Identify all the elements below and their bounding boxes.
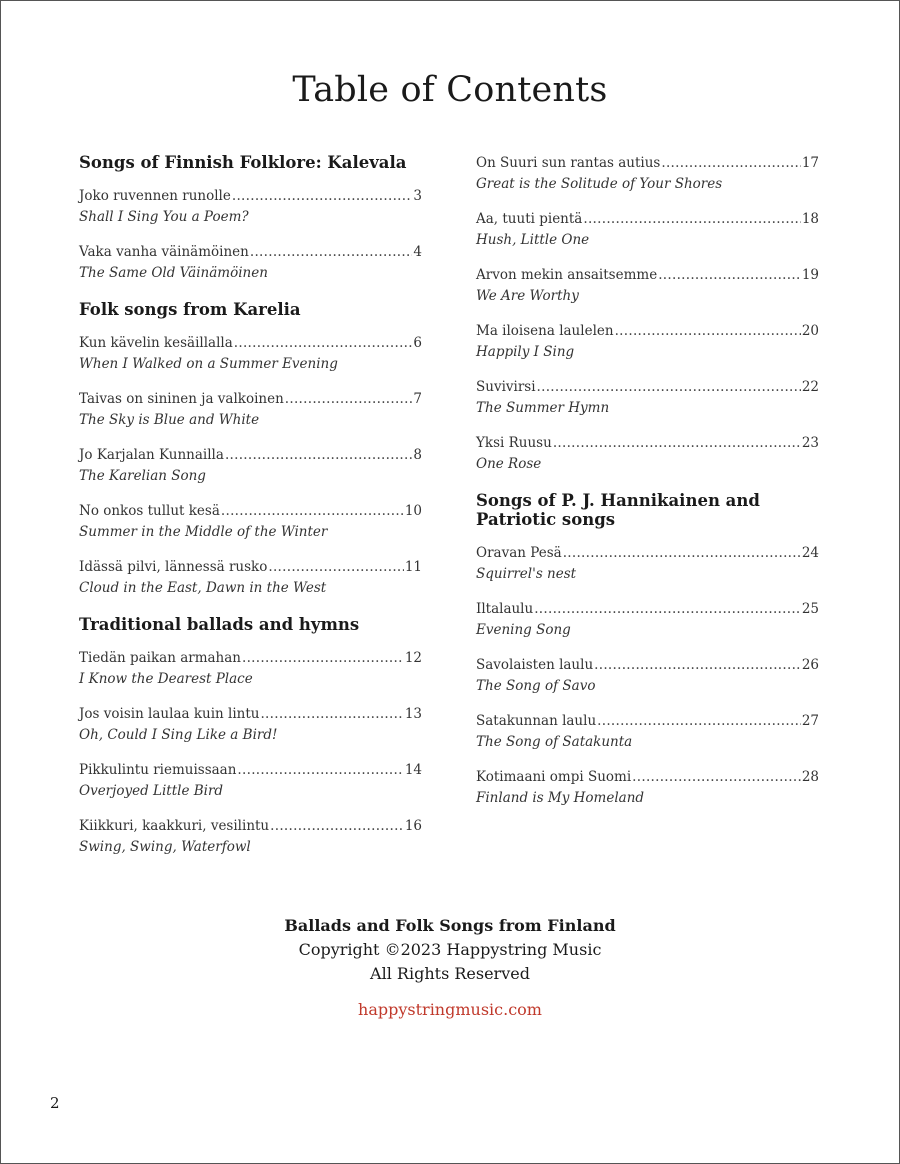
toc-entry-line	[476, 767, 819, 788]
song-title: Yksi Ruusu	[476, 435, 552, 451]
dot-leader	[597, 711, 801, 732]
song-title: Savolaisten laulu	[476, 657, 594, 673]
toc-entry[interactable]	[79, 760, 422, 802]
page-ref: 11	[404, 559, 422, 575]
toc-left-column	[79, 153, 422, 872]
toc-entry[interactable]	[79, 186, 422, 228]
toc-entry[interactable]	[79, 445, 422, 487]
english-title: Hush, Little One	[476, 232, 590, 248]
page-ref: 10	[404, 503, 422, 519]
toc-entry-line	[79, 816, 422, 837]
toc-entry-line	[476, 599, 819, 620]
toc-entry-line	[476, 711, 819, 732]
song-title: Aa, tuuti pientä	[476, 211, 583, 227]
toc-entry[interactable]	[476, 655, 819, 697]
song-title: Oravan Pesä	[476, 545, 562, 561]
toc-entry[interactable]	[476, 711, 819, 753]
toc-entry-line	[79, 501, 422, 522]
dot-leader	[615, 321, 801, 342]
toc-entry[interactable]	[79, 557, 422, 599]
toc-entry-line	[79, 557, 422, 578]
page-ref: 19	[801, 267, 819, 283]
song-title: Jos voisin laulaa kuin lintu	[79, 706, 260, 722]
toc-right-column	[476, 153, 819, 823]
page-ref: 18	[801, 211, 819, 227]
song-title: Joko ruvennen runolle	[79, 188, 231, 204]
section-heading: Traditional ballads and hymns	[79, 615, 360, 634]
song-title: Tiedän paikan armahan	[79, 650, 241, 666]
toc-entry[interactable]	[79, 704, 422, 746]
page-ref: 20	[801, 323, 819, 339]
english-title: Oh, Could I Sing Like a Bird!	[79, 727, 278, 743]
song-title: Suvivirsi	[476, 379, 536, 395]
toc-entry[interactable]	[476, 209, 819, 251]
page-ref: 12	[404, 650, 422, 666]
dot-leader	[237, 760, 403, 781]
english-title: Great is the Solitude of Your Shores	[476, 176, 723, 192]
song-title: Kiikkuri, kaakkuri, vesilintu	[79, 818, 270, 834]
song-title: Kun kävelin kesäillalla	[79, 335, 233, 351]
song-title: Iltalaulu	[476, 601, 534, 617]
dot-leader	[268, 557, 403, 578]
toc-entry-line	[79, 704, 422, 725]
dot-leader	[250, 242, 413, 263]
toc-entry[interactable]	[79, 816, 422, 858]
page-title: Table of Contents	[292, 70, 608, 110]
dot-leader	[221, 501, 404, 522]
page-ref: 16	[404, 818, 422, 834]
song-title: Vaka vanha väinämöinen	[79, 244, 249, 260]
page-ref: 13	[404, 706, 422, 722]
toc-entry[interactable]	[476, 767, 819, 809]
toc-entry-line	[79, 333, 422, 354]
toc-entry-line	[79, 760, 422, 781]
toc-entry-line	[476, 209, 819, 230]
toc-entry-line	[476, 265, 819, 286]
song-title: Satakunnan laulu	[476, 713, 597, 729]
dot-leader	[553, 433, 801, 454]
dot-leader	[225, 445, 412, 466]
page-ref: 7	[413, 391, 422, 407]
dot-leader	[534, 599, 801, 620]
english-title: The Karelian Song	[79, 468, 206, 484]
toc-entry[interactable]	[79, 242, 422, 284]
song-title: Taivas on sininen ja valkoinen	[79, 391, 284, 407]
rights-line: All Rights Reserved	[370, 964, 530, 983]
page-ref: 6	[413, 335, 422, 351]
toc-entry[interactable]	[476, 265, 819, 307]
english-title: Summer in the Middle of the Winter	[79, 524, 328, 540]
page-ref: 24	[801, 545, 819, 561]
copyright-footer	[0, 914, 900, 1022]
page-ref: 23	[801, 435, 819, 451]
english-title: The Summer Hymn	[476, 400, 610, 416]
dot-leader	[270, 816, 404, 837]
page-ref: 17	[801, 155, 819, 171]
dot-leader	[242, 648, 404, 669]
toc-entry[interactable]	[476, 321, 819, 363]
toc-entry-line	[79, 648, 422, 669]
page-number: 2	[50, 1094, 60, 1112]
toc-entry-line	[476, 655, 819, 676]
toc-entry[interactable]	[79, 333, 422, 375]
english-title: Squirrel's nest	[476, 566, 577, 582]
section-heading: Songs of Finnish Folklore: Kalevala	[79, 153, 407, 172]
toc-entry[interactable]	[476, 153, 819, 195]
dot-leader	[632, 767, 801, 788]
english-title: Finland is My Homeland	[476, 790, 645, 806]
toc-entry[interactable]	[476, 433, 819, 475]
toc-entry-line	[476, 153, 819, 174]
english-title: Cloud in the East, Dawn in the West	[79, 580, 327, 596]
toc-entry-line	[79, 389, 422, 410]
page-ref: 28	[801, 769, 819, 785]
toc-entry[interactable]	[79, 501, 422, 543]
dot-leader	[658, 265, 801, 286]
page-ref: 22	[801, 379, 819, 395]
english-title: One Rose	[476, 456, 542, 472]
toc-entry-line	[476, 433, 819, 454]
toc-entry-line	[79, 445, 422, 466]
toc-entry-line	[79, 186, 422, 207]
toc-entry[interactable]	[79, 648, 422, 690]
toc-entry[interactable]	[476, 543, 819, 585]
toc-entry[interactable]	[476, 377, 819, 419]
toc-entry[interactable]	[476, 599, 819, 641]
page-ref: 26	[801, 657, 819, 673]
dot-leader	[234, 333, 413, 354]
dot-leader	[594, 655, 801, 676]
english-title: The Song of Satakunta	[476, 734, 633, 750]
toc-entry-line	[476, 377, 819, 398]
song-title: No onkos tullut kesä	[79, 503, 220, 519]
page-ref: 25	[801, 601, 819, 617]
dot-leader	[260, 704, 403, 725]
page-ref: 14	[404, 762, 422, 778]
song-title: Kotimaani ompi Suomi	[476, 769, 632, 785]
english-title: Overjoyed Little Bird	[79, 783, 224, 799]
dot-leader	[537, 377, 801, 398]
english-title: When I Walked on a Summer Evening	[79, 356, 338, 372]
page-ref: 8	[413, 447, 422, 463]
dot-leader	[661, 153, 800, 174]
dot-leader	[232, 186, 413, 207]
song-title: Jo Karjalan Kunnailla	[79, 447, 224, 463]
website-link[interactable]: happystringmusic.com	[358, 1000, 542, 1019]
song-title: Idässä pilvi, lännessä rusko	[79, 559, 268, 575]
english-title: Happily I Sing	[476, 344, 575, 360]
toc-entry-line	[476, 321, 819, 342]
english-title: I Know the Dearest Place	[79, 671, 253, 687]
english-title: Evening Song	[476, 622, 571, 638]
english-title: Swing, Swing, Waterfowl	[79, 839, 251, 855]
song-title: On Suuri sun rantas autius	[476, 155, 661, 171]
page-ref: 4	[413, 244, 422, 260]
toc-entry-line	[79, 242, 422, 263]
song-title: Ma iloisena laulelen	[476, 323, 614, 339]
page-ref: 27	[801, 713, 819, 729]
song-title: Arvon mekin ansaitsemme	[476, 267, 658, 283]
book-title: Ballads and Folk Songs from Finland	[284, 916, 616, 935]
english-title: The Song of Savo	[476, 678, 596, 694]
english-title: The Same Old Väinämöinen	[79, 265, 268, 281]
english-title: Shall I Sing You a Poem?	[79, 209, 249, 225]
dot-leader	[583, 209, 800, 230]
dot-leader	[285, 389, 413, 410]
section-heading: Folk songs from Karelia	[79, 300, 301, 319]
copyright-line: Copyright ©2023 Happystring Music	[298, 940, 602, 959]
section-heading: Songs of P. J. Hannikainen and Patriotic songs	[476, 491, 760, 529]
toc-entry-line	[476, 543, 819, 564]
song-title: Pikkulintu riemuissaan	[79, 762, 237, 778]
dot-leader	[563, 543, 801, 564]
english-title: We Are Worthy	[476, 288, 579, 304]
page-ref: 3	[413, 188, 422, 204]
toc-entry[interactable]	[79, 389, 422, 431]
english-title: The Sky is Blue and White	[79, 412, 260, 428]
